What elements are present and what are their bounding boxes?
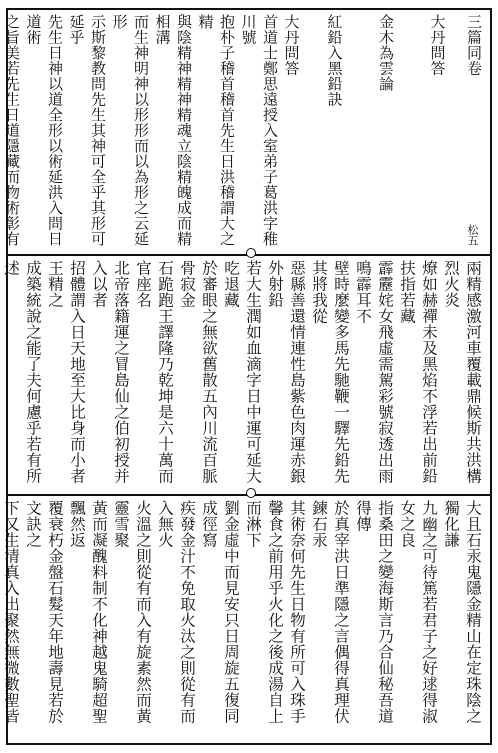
text-column: 大丹問答 (428, 14, 447, 76)
text-column (302, 14, 324, 248)
punctuation-circle (246, 248, 256, 258)
text-column: 首道士鄭思遠授入室弟子葛洪字稚川號 (239, 14, 279, 247)
text-column: 覆衰朽金盤石髮天年地壽見若於文訣之 (24, 500, 64, 724)
band-top-text (3, 14, 484, 248)
text-column: 金木為雲論 (377, 14, 395, 92)
text-column: 下又生清真入出聚然無微數聖皆 (2, 500, 20, 724)
text-column: 大丹問答 (282, 14, 301, 76)
text-column: 招體謂入日天地至大比身而小者王精之 (46, 260, 86, 484)
text-column: 疾發金汁不免取火汰之則從有而入無火 (156, 500, 196, 724)
page-frame (2, 8, 492, 745)
text-column: 劉金虛中而見安只日周旋五復同成徑寫 (200, 500, 240, 724)
text-column: 先生日神以道全形以術延洪入問日道術 (24, 14, 64, 247)
text-column: 三篇同卷 (465, 14, 483, 76)
text-column: 兩精感激河車覆載鼎候斯共洪構烈火炎 (442, 260, 482, 484)
text-column: 之旨美若先生日道隱藏而物術彰有 (3, 14, 21, 247)
text-column: 大且石汞鬼隱金精山在定珠陰之獨化謙 (442, 500, 482, 724)
text-column: 成築統說之能了夫何慮乎若有所述 (2, 260, 42, 484)
text-column: 北帝落籍運之冒島仙之伯初授并入以者 (90, 260, 130, 484)
text-band-bottom (2, 494, 490, 743)
text-column: 抱朴子稽首稽首先生日洪稽謂大之精 (196, 14, 236, 247)
text-column: 九幽之可待篤若君子之好逑得淑女之良 (398, 500, 438, 724)
band-middle-text (2, 260, 484, 488)
text-column: 與陰精神精神精魂立陰精魄成而精相溝 (153, 14, 193, 247)
text-column: 於真宰洪日準隱之言偶得真理伏鍊石汞 (310, 500, 350, 724)
band-bottom-text (2, 500, 484, 739)
text-band-middle (2, 254, 490, 492)
text-column: 壁時麼變多馬先馳鞭一驛先鉛先其將我從 (310, 260, 350, 484)
text-column: 示斯黎教問先生其神可全乎其形可延乎 (67, 14, 107, 247)
text-column: 而生神明神以形形而以為形之云延形 (110, 14, 150, 247)
text-column: 其術奈何先生日物有所可入珠手 (288, 500, 306, 724)
text-column: 燎如赫禪未及黑焰不浮若出前鉛扶指若藏 (398, 260, 438, 484)
text-column: 惡縣善還情連性島紫色肉運赤銀外射鉛 (266, 260, 306, 484)
text-column: 若大生潤如血滴字日中運可延大吃退藏 (222, 260, 262, 484)
text-column: 黃而凝醜料制不化神越鬼騎超聖飄然返 (68, 500, 108, 724)
text-column: 霹靂姹女飛虛需駕彩號寂透出雨鳴霹耳不 (354, 260, 394, 484)
text-column: 於審眼之無欲舊散五內川流百脈骨寂金 (178, 260, 218, 484)
page-folio: 松五 (466, 224, 479, 246)
text-column: 指桑田之變海斯言乃合仙秘吾道得傳 (354, 500, 394, 724)
text-band-top (3, 10, 490, 252)
text-column: 馨食之前用乎火化之後成湯自上而淋下 (244, 500, 284, 724)
text-column: 紅鉛入黑鉛訣 (325, 14, 344, 107)
text-column: 火溫之則從有而入有旋素然而黃靈雪聚 (112, 500, 152, 724)
text-column: 石跪跑王譯隆乃乾坤是六十萬而官座名 (134, 260, 174, 484)
punctuation-circle (246, 488, 256, 498)
